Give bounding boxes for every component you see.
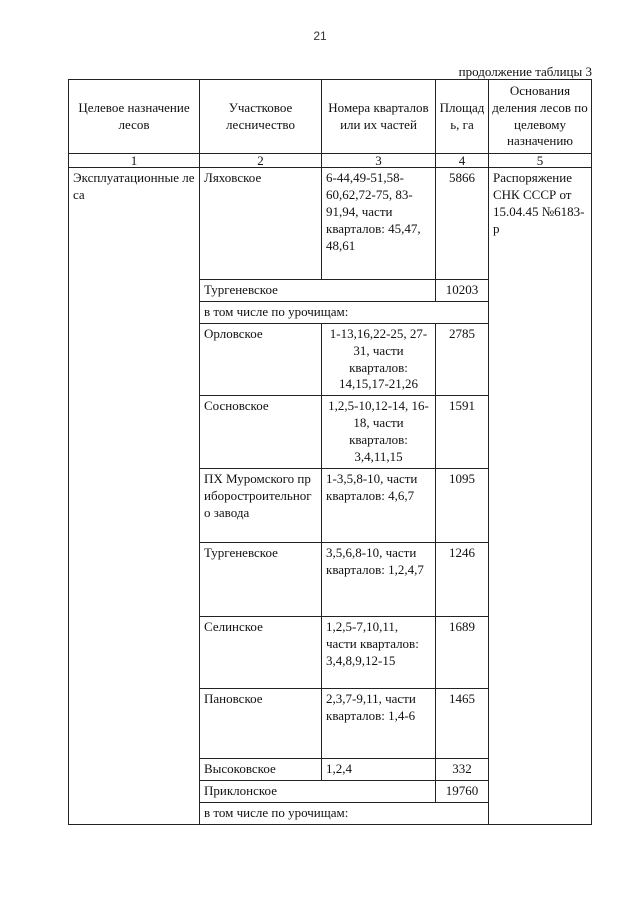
column-number: 3 bbox=[322, 154, 436, 168]
area-cell: 1689 bbox=[436, 616, 489, 688]
purpose-cell: Эксплуатационные леса bbox=[69, 168, 200, 825]
table-continuation-label: продолжение таблицы 3 bbox=[458, 64, 592, 79]
forestry-cell: Сосновское bbox=[200, 396, 322, 469]
subtitle-cell: в том числе по урочищам: bbox=[200, 301, 489, 323]
area-cell: 5866 bbox=[436, 168, 489, 280]
area-cell: 1591 bbox=[436, 396, 489, 469]
quarters-cell: 1-13,16,22-25, 27-31, части кварталов: 14,15,17-21,26 bbox=[322, 323, 436, 396]
area-cell: 19760 bbox=[436, 780, 489, 802]
area-cell: 2785 bbox=[436, 323, 489, 396]
quarters-cell: 3,5,6,8-10, части кварталов: 1,2,4,7 bbox=[322, 542, 436, 616]
forest-purpose-table bbox=[68, 79, 592, 825]
area-cell: 10203 bbox=[436, 280, 489, 302]
quarters-cell: 1-3,5,8-10, части кварталов: 4,6,7 bbox=[322, 468, 436, 542]
header-area: Площадь, га bbox=[436, 80, 489, 154]
forestry-cell: Приклонское bbox=[200, 780, 436, 802]
area-cell: 1246 bbox=[436, 542, 489, 616]
table-row bbox=[69, 168, 592, 280]
column-number: 5 bbox=[489, 154, 592, 168]
forestry-cell: Орловское bbox=[200, 323, 322, 396]
header-basis: Основания деления лесов по целевому назначению bbox=[489, 80, 592, 154]
forestry-cell: Высоковское bbox=[200, 758, 322, 780]
forestry-cell: Ляховское bbox=[200, 168, 322, 280]
quarters-cell: 6-44,49-51,58-60,62,72-75, 83-91,94, части кварталов: 45,47, 48,61 bbox=[322, 168, 436, 280]
column-number: 2 bbox=[200, 154, 322, 168]
column-number: 1 bbox=[69, 154, 200, 168]
subtitle-cell: в том числе по урочищам: bbox=[200, 802, 489, 824]
quarters-cell: 1,2,5-7,10,11, части кварталов: 3,4,8,9,12-15 bbox=[322, 616, 436, 688]
column-number-row bbox=[69, 154, 592, 168]
header-purpose: Целевое назначение лесов bbox=[69, 80, 200, 154]
area-cell: 1465 bbox=[436, 688, 489, 758]
forestry-cell: Тургеневское bbox=[200, 280, 436, 302]
quarters-cell: 2,3,7-9,11, части кварталов: 1,4-6 bbox=[322, 688, 436, 758]
page-number: 21 bbox=[313, 29, 327, 43]
forestry-cell: Селинское bbox=[200, 616, 322, 688]
column-number: 4 bbox=[436, 154, 489, 168]
forestry-cell: Тургеневское bbox=[200, 542, 322, 616]
table-header-row bbox=[69, 80, 592, 154]
area-cell: 1095 bbox=[436, 468, 489, 542]
area-cell: 332 bbox=[436, 758, 489, 780]
forestry-cell: Пановское bbox=[200, 688, 322, 758]
header-quarters: Номера кварталов или их частей bbox=[322, 80, 436, 154]
quarters-cell: 1,2,5-10,12-14, 16-18, части кварталов: 3,4,11,15 bbox=[322, 396, 436, 469]
forestry-cell: ПХ Муромского приборостроительного завода bbox=[200, 468, 322, 542]
quarters-cell: 1,2,4 bbox=[322, 758, 436, 780]
basis-cell: Распоряжение СНК СССР от 15.04.45 №6183-р bbox=[489, 168, 592, 825]
header-forestry: Участковое лесничество bbox=[200, 80, 322, 154]
